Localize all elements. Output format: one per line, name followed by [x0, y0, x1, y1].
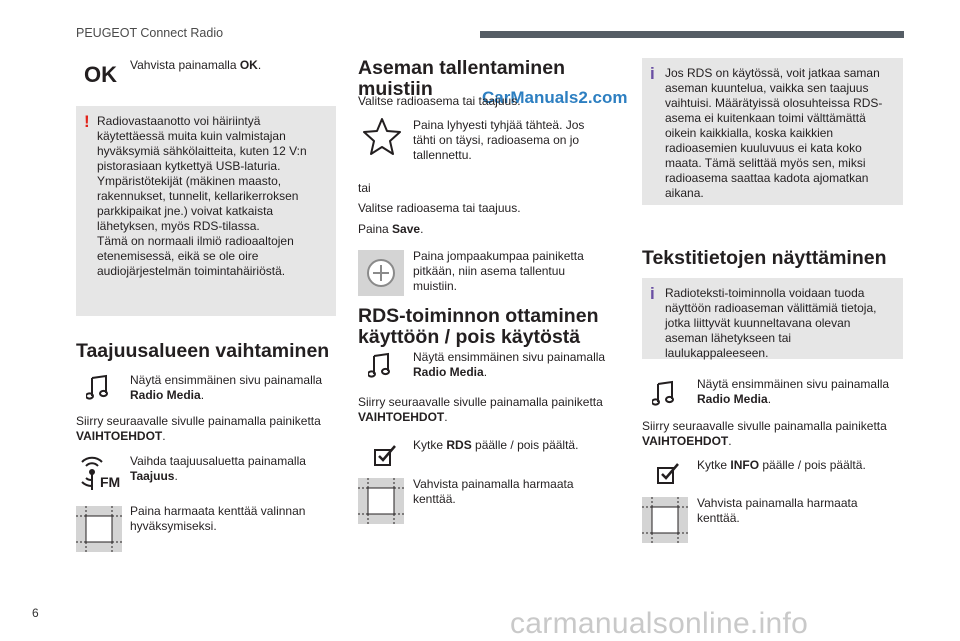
ok-icon: OK	[84, 62, 117, 87]
section-heading-text: Tekstitietojen näyttäminen	[642, 247, 887, 269]
music-note-icon	[652, 380, 674, 406]
section-heading-band: Taajuusalueen vaihtaminen	[76, 340, 330, 362]
watermark-top: CarManuals2.com	[482, 88, 628, 107]
ok-instruction: Vahvista painamalla OK.	[130, 58, 262, 72]
star-icon	[362, 116, 402, 156]
press-save: Paina Save.	[358, 222, 424, 236]
warning-icon: !	[84, 112, 90, 131]
rds-next-page: Siirry seuraavalle sivulle painamalla painiketta VAIHTOEHDOT.	[358, 395, 603, 424]
grey-field-icon	[642, 497, 688, 543]
info-rds-text: Jos RDS on käytössä, voit jatkaa saman aseman kuuntelua, vaikka sen taajuus vaihtuisi. Määrätyissä olosuhteissa RDS-asema ei kuitenkaan toimi välttämättä oikein kaikkialla, koska kaikkien radioasemien kuuluvuus ei kata koko maata. Tämä selittää myös sen, miksi radioasema saattaa kadota ajomatkan aikana.	[665, 66, 883, 200]
info-radiotext-text: Radioteksti-toiminnolla voidaan tuoda näyttöön radioaseman välittämiä tietoja, jotka liittyvät kuunneltavana olevan aseman lähetykseen tai laulukappaleeseen.	[665, 286, 877, 360]
header-bar	[480, 31, 904, 38]
rds-step-radio-media: Näytä ensimmäinen sivu painamalla Radio Media.	[413, 350, 606, 379]
info-icon: i	[650, 64, 655, 83]
step-confirm: Paina harmaata kenttää valinnan hyväksymiseksi.	[130, 504, 306, 533]
text-next-page: Siirry seuraavalle sivulle painamalla painiketta VAIHTOEHDOT.	[642, 419, 887, 448]
fm-label: FM	[100, 474, 121, 490]
star-instruction: Paina lyhyesti tyhjää tähteä. Jos tähti on täysi, radioasema on jo tallennettu.	[413, 118, 585, 162]
select-station: Valitse radioasema tai taajuus.	[358, 201, 521, 215]
checkbox-icon	[655, 460, 681, 486]
section-heading-save: Aseman tallentaminen muistiin	[358, 57, 565, 100]
warning-text: Radiovastaanotto voi häiriintyä käytettäessä muita kuin valmistajan hyväksymiä sähkölaitteita, kuten 12 V:n pistorasiaan kytkettyä USB-laturia. Ympäristötekijät (mäkinen maasto, rakennukset, tunnelit, kellarikerroksen parkkipaikat jne.) voivat katkaista lähetyksen, myös RDS-tilassa. Tämä on normaali ilmiö radioaaltojen etenemisessä, eikä se ole oire audiojärjestelmän toimintahäiriöstä.	[97, 114, 307, 278]
step-band: Vaihda taajuusaluetta painamalla Taajuus.	[130, 454, 306, 483]
save-intro: Valitse radioasema tai taajuus.	[358, 94, 521, 108]
text-step-radio-media: Näytä ensimmäinen sivu painamalla Radio Media.	[697, 377, 890, 406]
text-confirm: Vahvista painamalla harmaata kenttää.	[697, 496, 858, 525]
step-radio-media: Näytä ensimmäinen sivu painamalla Radio Media.	[130, 373, 323, 402]
info-toggle: Kytke INFO päälle / pois päältä.	[697, 458, 866, 472]
info-icon: i	[650, 284, 655, 303]
or-text: tai	[358, 181, 371, 195]
grey-field-icon	[76, 506, 122, 552]
running-header: PEUGEOT Connect Radio	[76, 26, 224, 40]
rds-toggle: Kytke RDS päälle / pois päältä.	[413, 438, 579, 452]
music-note-icon	[86, 374, 108, 400]
section-heading-rds: RDS-toiminnon ottaminen käyttöön / pois käytöstä	[358, 305, 599, 348]
page-number: 6	[32, 606, 39, 620]
plus-icon	[358, 250, 404, 296]
checkbox-icon	[372, 442, 398, 468]
plus-instruction: Paina jompaakumpaa painiketta pitkään, niin asema tallentuu muistiin.	[413, 249, 584, 293]
next-page-instruction: Siirry seuraavalle sivulle painamalla painiketta VAIHTOEHDOT.	[76, 414, 321, 443]
music-note-icon	[368, 352, 390, 378]
grey-field-icon	[358, 478, 404, 524]
rds-confirm: Vahvista painamalla harmaata kenttää.	[413, 477, 574, 506]
watermark-bottom: carmanualsonline.info	[510, 607, 809, 640]
